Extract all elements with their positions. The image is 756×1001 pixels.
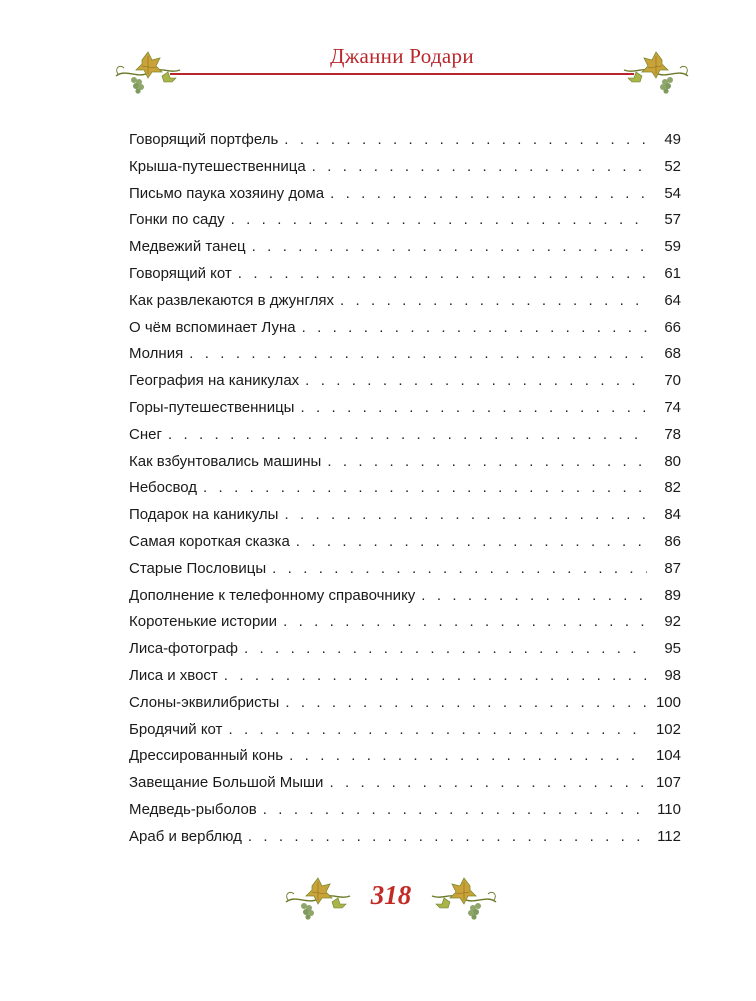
toc-entry — [129, 154, 681, 181]
toc-entry — [129, 395, 681, 422]
toc-entry-page: 80 — [664, 452, 681, 470]
toc-entry-title: Медвежий танец — [129, 238, 246, 256]
toc-entry-page: 57 — [664, 211, 681, 229]
toc-entry-page: 66 — [664, 318, 681, 336]
toc-entry-title: Лиса-фотограф — [129, 640, 238, 658]
toc-entry-title: Крыша-путешественница — [129, 157, 306, 175]
toc-entry-page: 87 — [664, 559, 681, 577]
toc-entry-page: 92 — [664, 613, 681, 631]
toc-entry — [129, 690, 681, 717]
toc-entry-title: Самая короткая сказка — [129, 532, 290, 550]
toc-entry — [129, 556, 681, 583]
toc-entry — [129, 609, 681, 636]
dot-leader — [263, 797, 647, 824]
dot-leader — [284, 127, 647, 154]
toc-entry-title: Молния — [129, 345, 184, 363]
toc-entry-page: 70 — [664, 372, 681, 390]
toc-entry — [129, 663, 681, 690]
toc-entry-page: 110 — [657, 800, 681, 818]
toc-entry-title: О чём вспоминает Луна — [129, 318, 296, 336]
toc-entry-page: 82 — [664, 479, 681, 497]
toc-entry-page: 54 — [664, 184, 681, 202]
toc-entry-page: 100 — [655, 693, 681, 711]
toc-entry — [129, 824, 681, 851]
toc-entry-title: Гонки по саду — [129, 211, 225, 229]
dot-leader — [285, 690, 647, 717]
toc-entry-title: Снег — [129, 425, 162, 443]
toc-entry — [129, 475, 681, 502]
toc-entry-page: 98 — [664, 666, 681, 684]
toc-entry-title: Как развлекаются в джунглях — [129, 291, 334, 309]
toc-entry — [129, 636, 681, 663]
toc-entry — [129, 583, 681, 610]
page-footer — [282, 870, 500, 928]
toc-entry-title: Небосвод — [129, 479, 198, 497]
running-title: Джанни Родари — [330, 44, 474, 68]
toc-entry-title: Бродячий кот — [129, 720, 223, 738]
toc-entry-page: 61 — [664, 264, 681, 282]
header-rule — [170, 73, 634, 75]
dot-leader — [300, 395, 647, 422]
toc-entry — [129, 797, 681, 824]
dot-leader — [203, 475, 647, 502]
toc-entry — [129, 422, 681, 449]
toc-entry — [129, 449, 681, 476]
dot-leader — [340, 288, 647, 315]
dot-leader — [289, 743, 647, 770]
toc-entry-page: 102 — [655, 720, 681, 738]
toc-entry-page: 52 — [664, 157, 681, 175]
toc-entry-page: 107 — [655, 774, 681, 792]
toc-entry-title: Завещание Большой Мыши — [129, 774, 324, 792]
toc-entry — [129, 502, 681, 529]
toc-entry-page: 84 — [664, 506, 681, 524]
dot-leader — [252, 234, 647, 261]
dot-leader — [330, 181, 647, 208]
toc-entry — [129, 368, 681, 395]
toc-entry-title: Дрессированный конь — [129, 747, 284, 765]
toc-entry — [129, 717, 681, 744]
toc-entry — [129, 770, 681, 797]
toc-entry-page: 89 — [664, 586, 681, 604]
dot-leader — [248, 824, 647, 851]
toc-entry-title: Письмо паука хозяину дома — [129, 184, 325, 202]
dot-leader — [302, 315, 647, 342]
toc-entry-title: Старые Пословицы — [129, 559, 267, 577]
toc-entry-title: Горы-путешественницы — [129, 398, 295, 416]
toc-entry — [129, 743, 681, 770]
dot-leader — [228, 717, 647, 744]
dot-leader — [327, 449, 647, 476]
table-of-contents — [129, 127, 681, 851]
dot-leader — [296, 529, 647, 556]
dot-leader — [329, 770, 647, 797]
running-header — [112, 44, 692, 92]
toc-entry-title: Дополнение к телефонному справочнику — [129, 586, 416, 604]
toc-entry-title: Араб и верблюд — [129, 827, 242, 845]
toc-entry — [129, 529, 681, 556]
toc-entry-page: 49 — [664, 131, 681, 148]
page-number: 318 — [370, 880, 412, 910]
toc-entry-title: Слоны-эквилибристы — [129, 693, 280, 711]
toc-entry-title: Медведь-рыболов — [129, 800, 257, 818]
toc-entry-title: География на каникулах — [129, 372, 300, 390]
toc-entry — [129, 288, 681, 315]
dot-leader — [305, 368, 647, 395]
dot-leader — [189, 341, 647, 368]
toc-entry-page: 78 — [664, 425, 681, 443]
dot-leader — [283, 609, 647, 636]
toc-entry — [129, 207, 681, 234]
dot-leader — [224, 663, 647, 690]
toc-entry-page: 59 — [664, 238, 681, 256]
toc-entry-title: Лиса и хвост — [129, 666, 218, 684]
dot-leader — [272, 556, 647, 583]
toc-entry-page: 68 — [664, 345, 681, 363]
toc-entry — [129, 181, 681, 208]
toc-entry-title: Говорящий портфель — [129, 131, 279, 148]
toc-entry — [129, 315, 681, 342]
dot-leader — [231, 207, 647, 234]
toc-entry-title: Коротенькие истории — [129, 613, 278, 631]
toc-entry-title: Подарок на каникулы — [129, 506, 279, 524]
dot-leader — [238, 261, 647, 288]
toc-entry — [129, 234, 681, 261]
dot-leader — [168, 422, 647, 449]
toc-entry-page: 112 — [657, 827, 681, 845]
toc-entry-title: Как взбунтовались машины — [129, 452, 322, 470]
dot-leader — [312, 154, 647, 181]
dot-leader — [421, 583, 647, 610]
toc-entry-page: 95 — [664, 640, 681, 658]
toc-entry-page: 104 — [655, 747, 681, 765]
toc-entry-page: 64 — [664, 291, 681, 309]
toc-entry-page: 86 — [664, 532, 681, 550]
toc-entry — [129, 261, 681, 288]
toc-entry-page: 74 — [664, 398, 681, 416]
toc-entry — [129, 341, 681, 368]
toc-entry-title: Говорящий кот — [129, 264, 232, 282]
dot-leader — [284, 502, 647, 529]
toc-entry — [129, 127, 681, 154]
dot-leader — [244, 636, 647, 663]
